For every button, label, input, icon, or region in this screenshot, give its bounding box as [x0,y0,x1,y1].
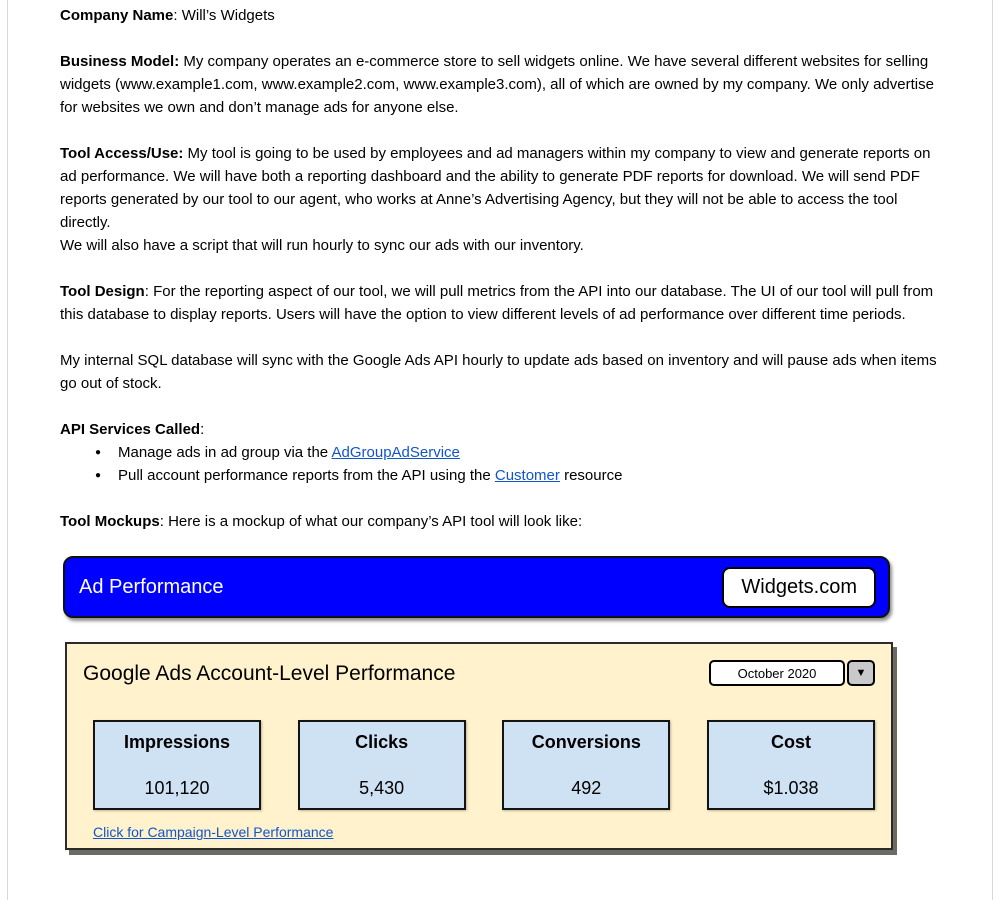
chevron-down-icon: ▼ [855,667,867,679]
company-name-label: Company Name [60,7,174,24]
bullet-icon: ● [95,447,102,458]
tool-access-text-line2: We will also have a script that will run hourly to sync our ads with our inventory. [60,237,584,254]
metric-label: Clicks [355,732,409,752]
metric-card-clicks [298,720,466,810]
metric-value: $1.038 [763,778,819,798]
list-item-text [118,464,622,487]
dropdown-arrow-button[interactable] [847,660,875,686]
tool-mockups-label: Tool Mockups [60,513,160,530]
panel-link-row [93,824,875,840]
api-services-colon: : [200,421,205,438]
tool-design-text: : For the reporting aspect of our tool, we will pull metrics from the API into our database. The UI of our tool will pull from this database to display reports. Users will have the option to view different levels of ad performance over different time periods. [60,283,934,323]
paragraph-company-name [60,4,946,27]
tool-access-label: Tool Access/Use: [60,145,184,162]
customer-link[interactable]: Customer [494,467,560,484]
panel-title: Google Ads Account-Level Performance [83,662,456,685]
bullet-icon: ● [95,470,102,481]
company-name-value: : Will’s Widgets [173,7,275,24]
month-dropdown-value[interactable]: October 2020 [709,660,845,686]
metrics-row [93,720,875,810]
paragraph-tool-access [60,142,946,257]
metric-label: Impressions [123,732,231,752]
business-model-text: My company operates an e-commerce store to sell widgets online. We have several different websites for selling widgets (www.example1.com, www.example2.com, www.example3.com), all of which are owned by my company. We only advertise for websites we own and don’t manage ads for anyone else. [60,53,934,116]
widgets-com-button[interactable]: Widgets.com [722,567,876,608]
mockup-header-bar [63,556,890,618]
business-model-label: Business Model: [60,53,180,70]
metric-card-cost [707,720,875,810]
document-page [7,0,993,900]
metric-card-impressions [93,720,261,810]
performance-panel [65,642,893,850]
bullet-0-pre: Manage ads in ad group via the [118,444,332,461]
paragraph-tool-mockups [60,510,946,533]
paragraph-tool-design [60,280,946,326]
list-item-text [118,441,460,464]
api-services-list [60,441,946,487]
metric-value: 5,430 [359,778,405,798]
metric-label: Conversions [531,732,641,752]
tool-mockups-text: : Here is a mockup of what our company’s API tool will look like: [159,513,583,530]
metric-label: Cost [770,732,811,752]
paragraph-api-services [60,418,946,441]
tool-access-text: My tool is going to be used by employees and ad managers within my company to view and generate reports on ad performance. We will have both a reporting dashboard and the ability to generate PDF reports for download. We will send PDF reports generated by our tool to our agent, who works at Anne’s Advertising Agency, but they will not be able to access the tool directly. [60,145,931,231]
mockup-bar-title: Ad Performance [79,575,224,598]
metric-value: 492 [571,778,602,798]
campaign-level-performance-link[interactable]: Click for Campaign-Level Performance [93,824,334,840]
bullet-1-post: resource [559,467,623,484]
paragraph-business-model [60,50,946,119]
list-item-customer [60,464,946,487]
api-services-label: API Services Called [60,421,201,438]
metric-card-conversions [502,720,670,810]
tool-design-label: Tool Design [60,283,145,300]
month-dropdown[interactable] [709,660,875,686]
paragraph-sql-sync [60,349,946,395]
list-item-adgroupadservice [60,441,946,464]
panel-header [83,660,875,688]
metric-value: 101,120 [144,778,210,798]
bullet-1-pre: Pull account performance reports from the API using the [118,467,495,484]
adgroupadservice-link[interactable]: AdGroupAdService [331,444,460,461]
sql-sync-text: My internal SQL database will sync with the Google Ads API hourly to update ads based on inventory and will pause ads when items go out of stock. [60,352,937,392]
